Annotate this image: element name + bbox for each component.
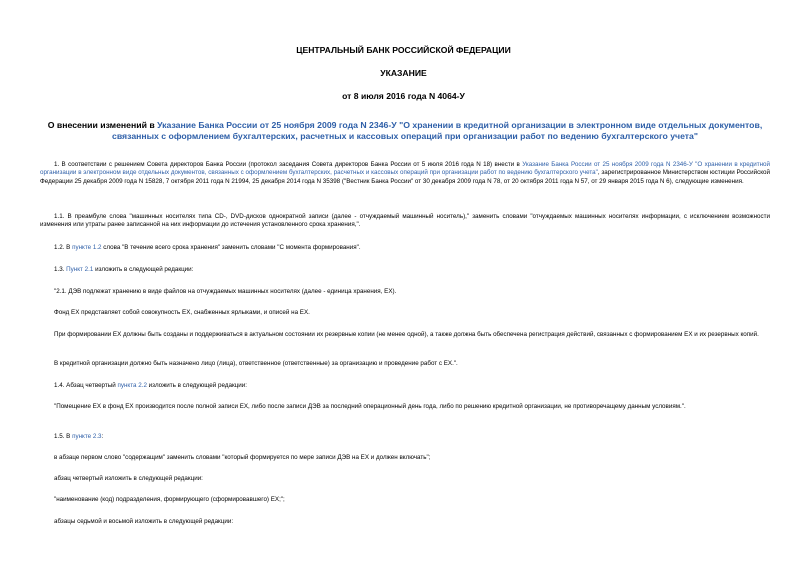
p13-link[interactable]: Пункт 2.1 bbox=[66, 266, 94, 273]
p14-link[interactable]: пункта 2.2 bbox=[117, 382, 147, 389]
p14-text-a: 1.4. Абзац четвертый bbox=[54, 382, 118, 389]
list-line-3: "наименование (код) подразделения, формирующего (сформировавшего) ЕХ;"; bbox=[54, 496, 285, 503]
list-line-4: абзацы седьмой и восьмой изложить в следующей редакции: bbox=[54, 518, 234, 525]
list-line-1: в абзаце первом слово "содержащим" заменить словами "который формируется по мере записи ДЭВ на ЕХ и должен включать"; bbox=[54, 454, 431, 461]
paragraph-1 bbox=[40, 161, 770, 186]
p13-prefix: 1.3. bbox=[54, 266, 67, 273]
quote-2-1: "2.1. ДЭВ подлежат хранению в виде файлов на отчуждаемых машинных носителях (далее - единица хранения, ЕХ). bbox=[54, 288, 397, 295]
quote-formirovanie: При формировании ЕХ должны быть созданы и поддерживаться в актуальном состоянии их резервные копии (не менее одной), а также должна быть обеспечена регистрация действий, связанных с формированием ЕХ и их резервных копий. bbox=[54, 331, 759, 338]
p15-text-a: 1.5. В bbox=[54, 433, 73, 440]
p14-text-b: изложить в следующей редакции: bbox=[146, 382, 247, 389]
p12-link[interactable]: пункте 1.2 bbox=[72, 244, 102, 251]
p15-text-b: : bbox=[101, 433, 104, 440]
p1-link[interactable]: Указание Банка России от 25 ноября 2009 года N 2346-У "О хранении в кредитной организации в электронном виде отдельных документов, связанных с оформлением бухгалтерских, расчетных и кассовых операций при организации работ по ведению бухгалтерского учета" bbox=[40, 161, 770, 177]
p12-text-b: слова "В течение всего срока хранения" заменить словами "С момента формирования". bbox=[101, 244, 361, 251]
paragraph-1-5 bbox=[40, 433, 770, 441]
quote-lico: В кредитной организации должно быть назначено лицо (лица), ответственное (ответственные) за организацию и проведение работ с ЕХ.". bbox=[54, 360, 458, 367]
list-line-2: абзац четвертый изложить в следующей редакции: bbox=[54, 475, 203, 482]
paragraph-1-2 bbox=[40, 244, 770, 252]
p13-text-b: изложить в следующей редакции: bbox=[93, 266, 194, 273]
doc-type-title: УКАЗАНИЕ bbox=[380, 68, 427, 78]
quote-pomeshenie: "Помещение ЕХ в фонд ЕХ производится после полной записи ЕХ, либо после записи ДЭВ за последний операционный день года, либо по решению кредитной организации, не противоречащему данным условиям.". bbox=[54, 403, 686, 410]
p12-text-a: 1.2. В bbox=[54, 244, 73, 251]
paragraph-1-4 bbox=[40, 382, 770, 390]
p1-text-b: , зарегистрированное Министерством юстиции Российской Федерации 25 декабря 2009 года N 15828, 7 октября 2011 года N 21994, 25 декабря 2014 года N 35398 ("Вестник Банка России" от 30 декабря 2009 года N 78, от 20 октября 2011 года N 57, от 29 января 2015 года N 6), следующие изменения. bbox=[40, 169, 770, 185]
p1-text-a: 1. В соответствии с решением Совета директоров Банка России (протокол заседания Совета директоров Банка России от 5 июля 2016 года N 18) внести в bbox=[54, 161, 523, 168]
org-title: ЦЕНТРАЛЬНЫЙ БАНК РОССИЙСКОЙ ФЕДЕРАЦИИ bbox=[296, 45, 511, 55]
paragraph-1-3 bbox=[40, 266, 770, 274]
document-subject bbox=[40, 120, 770, 143]
date-number: от 8 июля 2016 года N 4064-У bbox=[342, 91, 465, 101]
p15-link[interactable]: пункте 2.3 bbox=[72, 433, 102, 440]
quote-fond: Фонд ЕХ представляет собой совокупность ЕХ, снабженных ярлыками, и описей на ЕХ. bbox=[54, 309, 310, 316]
paragraph-1-1: 1.1. В преамбуле слова "машинных носителях типа CD-, DVD-дисков однократной записи (далее - отчуждаемый машинный носитель)," заменить словами "отчуждаемых машинных носителях информации, с исключением возможности изменения или утраты ранее записанной на них информации до истечения установленного срока хранения,". bbox=[40, 213, 770, 229]
subject-link[interactable]: Указание Банка России от 25 ноября 2009 года N 2346-У "О хранении в кредитной организации в электронном виде отдельных документов, связанных с оформлением бухгалтерских, расчетных и кассовых операций при организации работ по ведению бухгалтерского учета" bbox=[111, 120, 763, 142]
subject-prefix: О внесении изменений в bbox=[47, 120, 158, 130]
